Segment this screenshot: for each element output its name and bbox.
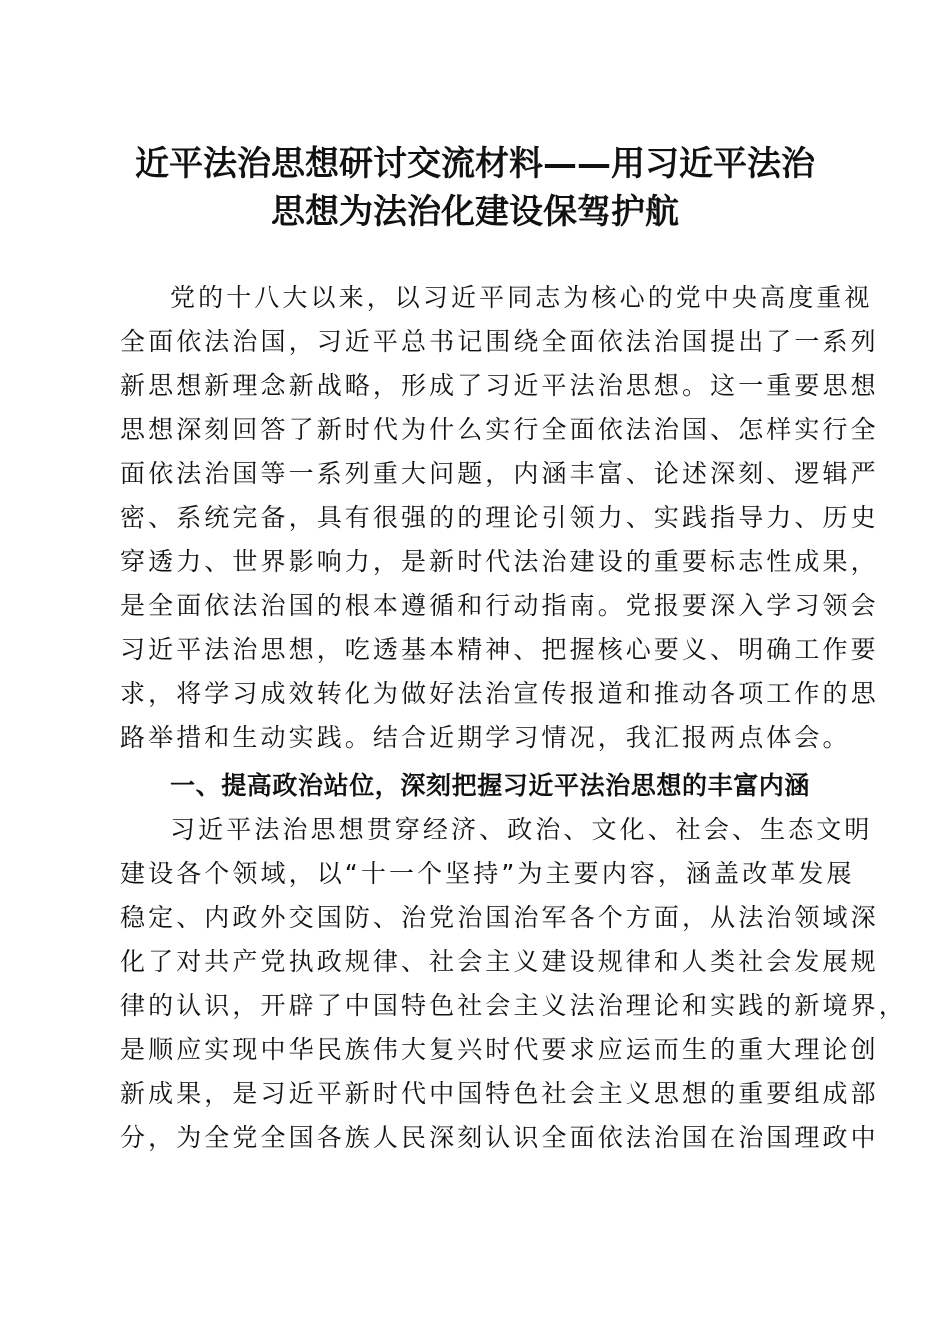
- paragraph-line: 路举措和生动实践。结合近期学习情况，我汇报两点体会。: [120, 723, 851, 752]
- paragraph-line: 全面依法治国，习近平总书记围绕全面依法治国提出了一系列: [120, 327, 879, 356]
- paragraph-line: 是顺应实现中华民族伟大复兴时代要求应运而生的重大理论创: [120, 1035, 879, 1064]
- paragraph-line: 习近平法治思想贯穿经济、政治、文化、社会、生态文明: [170, 815, 873, 844]
- paragraph-line: 新思想新理念新战略，形成了习近平法治思想。这一重要思想: [120, 371, 879, 400]
- paragraph-line: 穿透力、世界影响力，是新时代法治建设的重要标志性成果，: [120, 547, 879, 576]
- paragraph-line: 新成果，是习近平新时代中国特色社会主义思想的重要组成部: [120, 1079, 879, 1108]
- document-title-line-1: 近平法治思想研讨交流材料——用习近平法治: [135, 144, 815, 184]
- paragraph-line: 党的十八大以来，以习近平同志为核心的党中央高度重视: [170, 283, 873, 312]
- paragraph-line: 分，为全党全国各族人民深刻认识全面依法治国在治国理政中: [120, 1123, 879, 1152]
- paragraph-line: 习近平法治思想，吃透基本精神、把握核心要义、明确工作要: [120, 635, 879, 664]
- paragraph-line: 化了对共产党执政规律、社会主义建设规律和人类社会发展规: [120, 947, 879, 976]
- paragraph-line: 是全面依法治国的根本遵循和行动指南。党报要深入学习领会: [120, 591, 879, 620]
- paragraph-line: 思想深刻回答了新时代为什么实行全面依法治国、怎样实行全: [120, 415, 879, 444]
- paragraph-line: 建设各个领域，以“十一个坚持”为主要内容，涵盖改革发展: [120, 859, 855, 888]
- paragraph-line: 面依法治国等一系列重大问题，内涵丰富、论述深刻、逻辑严: [120, 459, 879, 488]
- paragraph-line: 稳定、内政外交国防、治党治国治军各个方面，从法治领域深: [120, 903, 879, 932]
- paragraph-line: 求，将学习成效转化为做好法治宣传报道和推动各项工作的思: [120, 679, 879, 708]
- section-heading-1: 一、提高政治站位，深刻把握习近平法治思想的丰富内涵: [170, 771, 811, 800]
- paragraph-line: 律的认识，开辟了中国特色社会主义法治理论和实践的新境界，: [120, 991, 907, 1020]
- document-title-line-2: 思想为法治化建设保驾护航: [271, 192, 679, 232]
- paragraph-line: 密、系统完备，具有很强的的理论引领力、实践指导力、历史: [120, 503, 879, 532]
